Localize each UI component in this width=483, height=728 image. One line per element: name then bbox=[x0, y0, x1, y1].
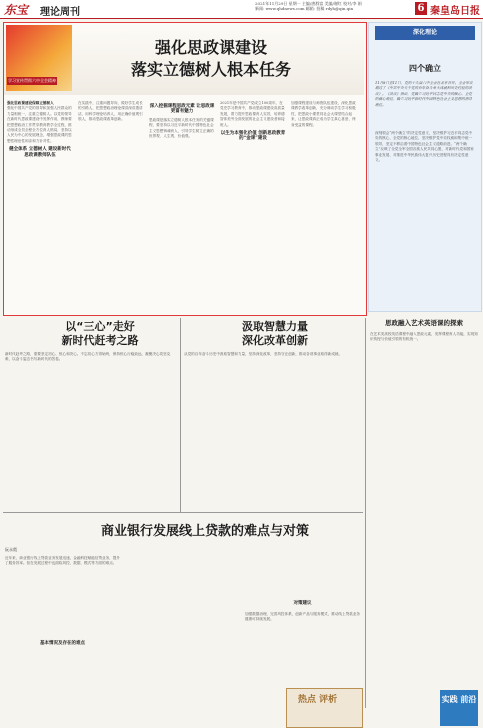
masthead bbox=[0, 0, 483, 19]
article-headline: 汲取智慧力量 bbox=[242, 320, 308, 333]
column-text: 强化中国共产党的领导和加强人民群众的力量相统一，注重立德树人。以党的领导在新时代思政课建设中发挥作用，教师要把思想政治工作贯穿教育教学全过程，推动形成全员全程全方位育人格局，坚持以人民为中心的发展理念，增强思政课的思想性理论性和亲和力针对性。 bbox=[7, 106, 72, 143]
paper-name: 秦皇岛日报 bbox=[430, 6, 480, 17]
section-title: 理论周刊 bbox=[40, 7, 80, 18]
author-label: 阮永霞 bbox=[5, 547, 17, 552]
feature-column-2 bbox=[78, 101, 144, 123]
column-intro: 强化思政课建设保障立德树人 bbox=[7, 101, 54, 105]
box-head: 基本情况及存在的难点 bbox=[40, 641, 85, 646]
section-divider bbox=[3, 512, 363, 513]
column-text: 加强课程建设与师资队伍建设，深化思政课教学改革创新，充分调动学生学习积极性，把思政小课堂同社会大课堂结合起来，让思政课真正成为学生真心喜爱、终身受益的课程。 bbox=[291, 101, 356, 127]
column-text: 思政课是落实立德树人根本任务的关键课程，要坚持以习近平新时代中国特色社会主义思想铸魂育人，引导学生树立正确的世界观、人生观、价值观。 bbox=[149, 117, 214, 139]
column-subhead: 深入挖掘课程思政元素 让思政课更富有魅力 bbox=[149, 104, 215, 115]
meta-line: 2021年11月29日 星期一 主编/唐群富 美编/谢红 校对/李 娟 bbox=[255, 1, 362, 6]
flag-caption: 学习宣传贯彻六中全会精神 bbox=[8, 78, 56, 83]
feature-column-5 bbox=[291, 101, 359, 128]
column-subhead: 健全体系 立德树人 建设新时代思政课教师队伍 bbox=[9, 147, 71, 158]
article-headline: 深化改革创新 bbox=[242, 334, 308, 347]
feature-headline-line1: 强化思政课建设 bbox=[154, 38, 267, 57]
masthead-meta bbox=[255, 1, 405, 11]
article-headline: 新时代赶考之路 bbox=[61, 334, 139, 347]
right-column-body: 深刻领会“两个确立”的决定性意义，坚决维护习近平同志党中央的核心、全党的核心地位，坚决维护党中央权威和集中统一领导，坚定不移沿着中国特色社会主义道路前进。“两个确立”反映了全党全军全国各族人民共同心愿，对新时代党和国家事业发展、对推进中华民族伟大复兴历史进程具有决定性意义。 bbox=[375, 131, 474, 163]
box-head: 对策建议 bbox=[293, 601, 312, 606]
badge-label: 热点 评析 bbox=[298, 695, 338, 705]
newspaper-logo: 东宝 bbox=[4, 3, 29, 17]
column-text: 2021年是中国共产党成立100周年，在党史学习教育中，推动思政课建设高质量发展，着力提升思政课育人实效，培养德智体美劳全面发展的社会主义建设者和接班人。 bbox=[220, 101, 285, 127]
page-number: 6 bbox=[415, 2, 427, 15]
article-text: 近年来，商业银行线上贷款业务发展迅速，金融科技赋能信贷业务，提升了服务效率。但在发展过程中也面临风控、数据、模式等方面的难点。 bbox=[5, 556, 120, 566]
feature-headline-line2: 落实立德树人根本任务 bbox=[130, 60, 291, 79]
article-text: 新时代赶考之路，需要坚定初心、恒心和决心。不忘初心方得始终，保持恒心行稳致远，凝聚决心攻坚克难，以奋斗姿态书写新时代的答卷。 bbox=[5, 352, 171, 362]
article-headline: 思政融入艺术英语课的探索 bbox=[385, 319, 463, 327]
feature-column-3 bbox=[149, 101, 215, 139]
practice-frontier-icon: 实践 前沿 bbox=[440, 690, 478, 726]
column-tag: 深化理论 bbox=[375, 26, 475, 40]
article-text: 加强数据治理，完善风控体系，创新产品与服务模式，推动线上贷款业务健康可持续发展。 bbox=[245, 612, 360, 622]
feature-article[interactable] bbox=[3, 22, 367, 316]
article-text: 从党的百年奋斗历史中汲取智慧和力量，坚持深化改革，坚持守正创新，推动各项事业取得新成就。 bbox=[184, 352, 343, 356]
feature-column-4 bbox=[220, 101, 286, 145]
column-divider bbox=[180, 318, 181, 513]
article-headline: 以“三心”走好 bbox=[65, 320, 135, 333]
right-column[interactable] bbox=[368, 22, 482, 312]
meta-line: 新闻: www.qhdnews.com 邮箱: 投稿 rdyh@qin.qin bbox=[255, 6, 354, 11]
right-column-lead: 11月8日至11日，党的十九届六中全会在北京召开。全会审议通过了《中共中央关于党的百年奋斗重大成就和历史经验的决议》。《决议》指出，党确立习近平同志党中央的核心、全党的核心地位，确立习近平新时代中国特色社会主义思想的指导地位。 bbox=[375, 81, 473, 107]
feature-column-1 bbox=[7, 101, 73, 161]
right-column-title: 四个确立 bbox=[409, 63, 441, 73]
column-text: 在实践中，注重问题导向，做好学生成长的引路人，把思想政治理论课讲深讲透讲活，用科学理论培养人，用正确价值观引领人，推动思政课改革创新。 bbox=[78, 101, 143, 122]
column-subhead: 以生为本强化价值 创新思政教育的“金课”建设 bbox=[220, 131, 286, 142]
column-divider bbox=[365, 318, 366, 708]
bottom-headline: 商业银行发展线上贷款的难点与对策 bbox=[100, 524, 309, 539]
article-text: 在艺术类高校英语课程中融入思政元素，发挥课程育人功能，实现知识传授与价值引领的有机统一。 bbox=[370, 332, 478, 342]
feature-banner bbox=[4, 23, 364, 95]
